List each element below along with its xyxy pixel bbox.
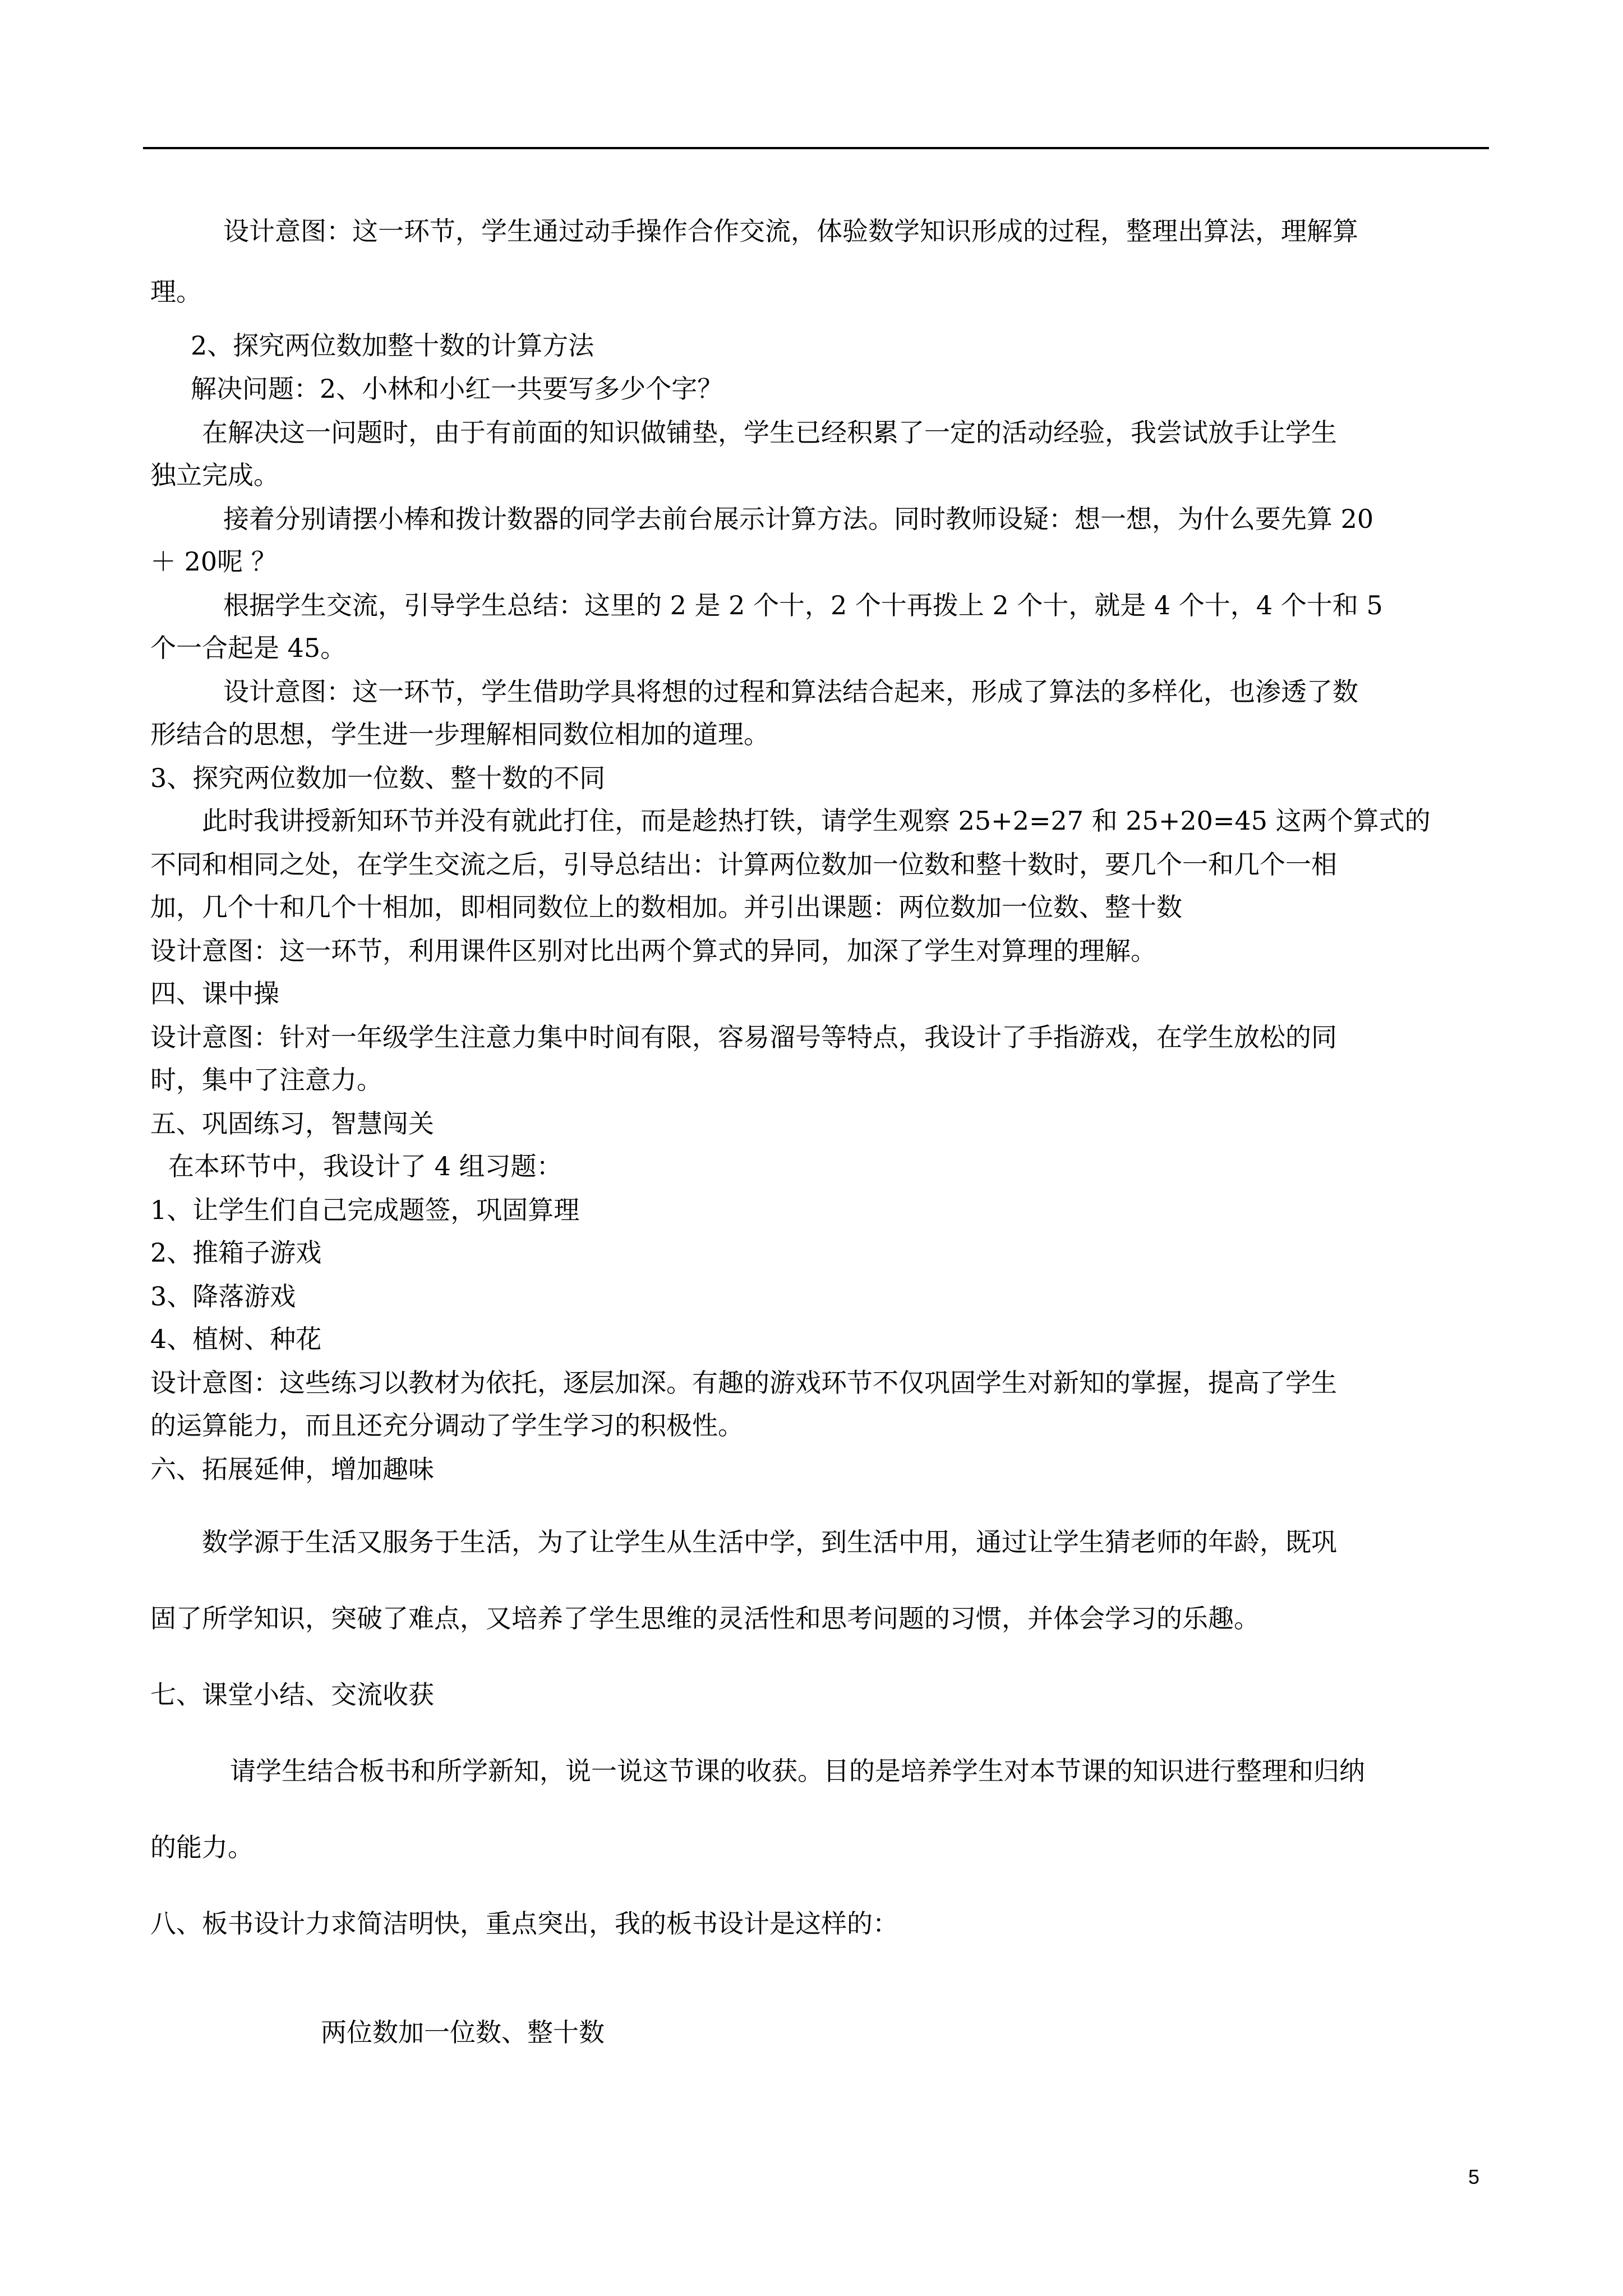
text-line: 设计意图：针对一年级学生注意力集中时间有限，容易溜号等特点，我设计了手指游戏，在学生放松的同: [150, 1022, 1337, 1052]
section-heading: 四、课中操: [150, 978, 279, 1009]
board-title: 两位数加一位数、整十数: [321, 2017, 605, 2047]
text-line: 加，几个十和几个十相加，即相同数位上的数相加。并引出课题：两位数加一位数、整十数: [150, 892, 1182, 922]
text-line: 请学生结合板书和所学新知，说一说这节课的收获。目的是培养学生对本节课的知识进行整理和归纳: [230, 1756, 1365, 1786]
section-heading: 3、探究两位数加一位数、整十数的不同: [150, 763, 606, 793]
text-line: 固了所学知识，突破了难点，又培养了学生思维的灵活性和思考问题的习惯，并体会学习的乐趣。: [150, 1603, 1260, 1634]
text-line: 理。: [150, 277, 202, 307]
text-line: 此时我讲授新知环节并没有就此打住，而是趁热打铁，请学生观察 25+2=27 和 25+20=45 这两个算式的: [202, 806, 1431, 836]
list-item: 1、让学生们自己完成题签，巩固算理: [150, 1195, 580, 1225]
text-line: 解决问题：2、小林和小红一共要写多少个字？: [191, 374, 723, 404]
page-number: 5: [1468, 2165, 1480, 2188]
text-line: 根据学生交流，引导学生总结：这里的 2 是 2 个十，2 个十再拨上 2 个十，就是 4 个十，4 个十和 5: [223, 590, 1383, 620]
section-heading: 七、课堂小结、交流收获: [150, 1680, 434, 1710]
text-line: ＋ 20呢 ？: [150, 546, 277, 577]
list-item: 2、推箱子游戏: [150, 1237, 322, 1268]
section-heading: 2、探究两位数加整十数的计算方法: [191, 330, 594, 361]
text-line: 设计意图：这一环节，学生借助学具将想的过程和算法结合起来，形成了算法的多样化，也渗透了数: [223, 677, 1358, 707]
text-line: 设计意图：这一环节，利用课件区别对比出两个算式的异同，加深了学生对算理的理解。: [150, 936, 1156, 966]
text-line: 不同和相同之处，在学生交流之后，引导总结出：计算两位数加一位数和整十数时，要几个一和几个一相: [150, 849, 1337, 880]
text-line: 设计意图：这一环节，学生通过动手操作合作交流，体验数学知识形成的过程，整理出算法，理解算: [223, 216, 1358, 246]
text-line: 时，集中了注意力。: [150, 1065, 382, 1095]
list-item: 4、植树、种花: [150, 1324, 322, 1354]
section-heading: 六、拓展延伸，增加趣味: [150, 1454, 434, 1484]
section-heading: 五、巩固练习，智慧闯关: [150, 1108, 434, 1139]
text-line: 接着分别请摆小棒和拨计数器的同学去前台展示计算方法。同时教师设疑：想一想，为什么要先算 20: [223, 504, 1374, 534]
header-rule: [143, 147, 1489, 149]
text-line: 个一合起是 45。: [150, 633, 347, 663]
section-heading: 八、板书设计力求简洁明快，重点突出，我的板书设计是这样的：: [150, 1908, 898, 1939]
text-line: 在解决这一问题时，由于有前面的知识做铺垫，学生已经积累了一定的活动经验，我尝试放手让学生: [202, 417, 1337, 448]
text-line: 的运算能力，而且还充分调动了学生学习的积极性。: [150, 1410, 744, 1441]
text-line: 设计意图：这些练习以教材为依托，逐层加深。有趣的游戏环节不仅巩固学生对新知的掌握，提高了学生: [150, 1368, 1337, 1398]
text-line: 数学源于生活又服务于生活，为了让学生从生活中学，到生活中用，通过让学生猜老师的年龄，既巩: [202, 1527, 1337, 1557]
text-line: 形结合的思想，学生进一步理解相同数位相加的道理。: [150, 719, 769, 749]
list-item: 3、降落游戏: [150, 1281, 296, 1312]
text-line: 独立完成。: [150, 460, 279, 490]
text-line: 在本环节中，我设计了 4 组习题：: [168, 1151, 562, 1181]
text-line: 的能力。: [150, 1832, 253, 1862]
